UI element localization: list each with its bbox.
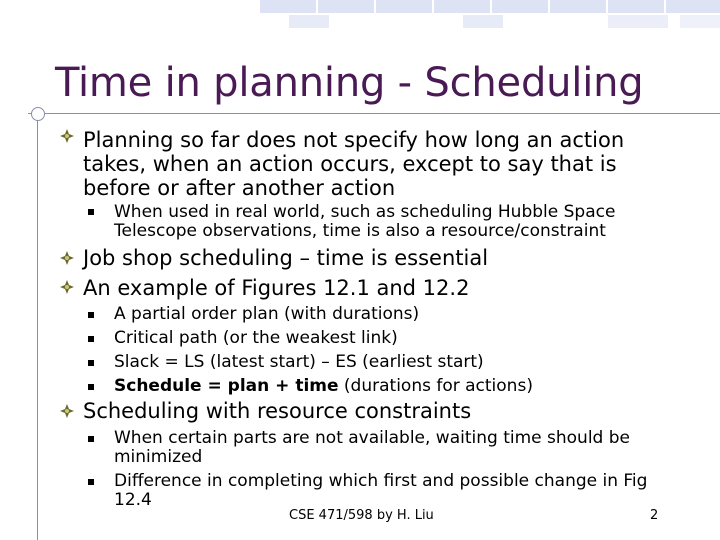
square-bullet-icon xyxy=(88,479,94,485)
square-bullet-icon xyxy=(88,336,94,342)
page-number: 2 xyxy=(650,508,659,523)
square-bullet-icon xyxy=(88,436,94,442)
bullet-resource-constraints: Scheduling with resource constraints xyxy=(83,399,472,423)
sub-bullet-partial-order: A partial order plan (with durations) xyxy=(114,304,420,324)
schedule-formula: Schedule = plan + time xyxy=(114,376,339,396)
decor-vertical-line xyxy=(37,108,38,540)
slide-title: Time in planning - Scheduling xyxy=(55,60,644,106)
square-bullet-icon xyxy=(88,209,94,215)
title-underline xyxy=(28,113,720,114)
diamond-bullet-icon xyxy=(60,129,74,143)
sub-bullet-waiting-time: When certain parts are not available, waiting time should be minimized xyxy=(114,428,630,467)
square-bullet-icon xyxy=(88,312,94,318)
sub-bullet-slack: Slack = LS (latest start) – ES (earliest start) xyxy=(114,352,484,372)
decor-circle xyxy=(31,107,45,121)
square-bullet-icon xyxy=(88,384,94,390)
sub-bullet-hubble: When used in real world, such as scheduling Hubble Space Telescope observations, time is also a resource/constraint xyxy=(114,202,616,241)
bullet-planning-duration: Planning so far does not specify how long an action takes, when an action occurs, except to say that is before or after another action xyxy=(83,128,625,200)
bullet-example-figures: An example of Figures 12.1 and 12.2 xyxy=(83,276,470,300)
diamond-bullet-icon xyxy=(60,280,74,294)
sub-bullet-critical-path: Critical path (or the weakest link) xyxy=(114,328,398,348)
sub-bullet-schedule xyxy=(114,377,674,396)
diamond-bullet-icon xyxy=(60,404,74,418)
square-bullet-icon xyxy=(88,360,94,366)
sub-bullet-completion-order: Difference in completing which first and possible change in Fig 12.4 xyxy=(114,471,648,510)
diamond-bullet-icon xyxy=(60,251,74,265)
schedule-note: (durations for actions) xyxy=(338,376,533,396)
footer-text: CSE 471/598 by H. Liu xyxy=(289,508,434,523)
bullet-job-shop: Job shop scheduling – time is essential xyxy=(83,246,489,270)
decorative-grid xyxy=(260,0,720,40)
